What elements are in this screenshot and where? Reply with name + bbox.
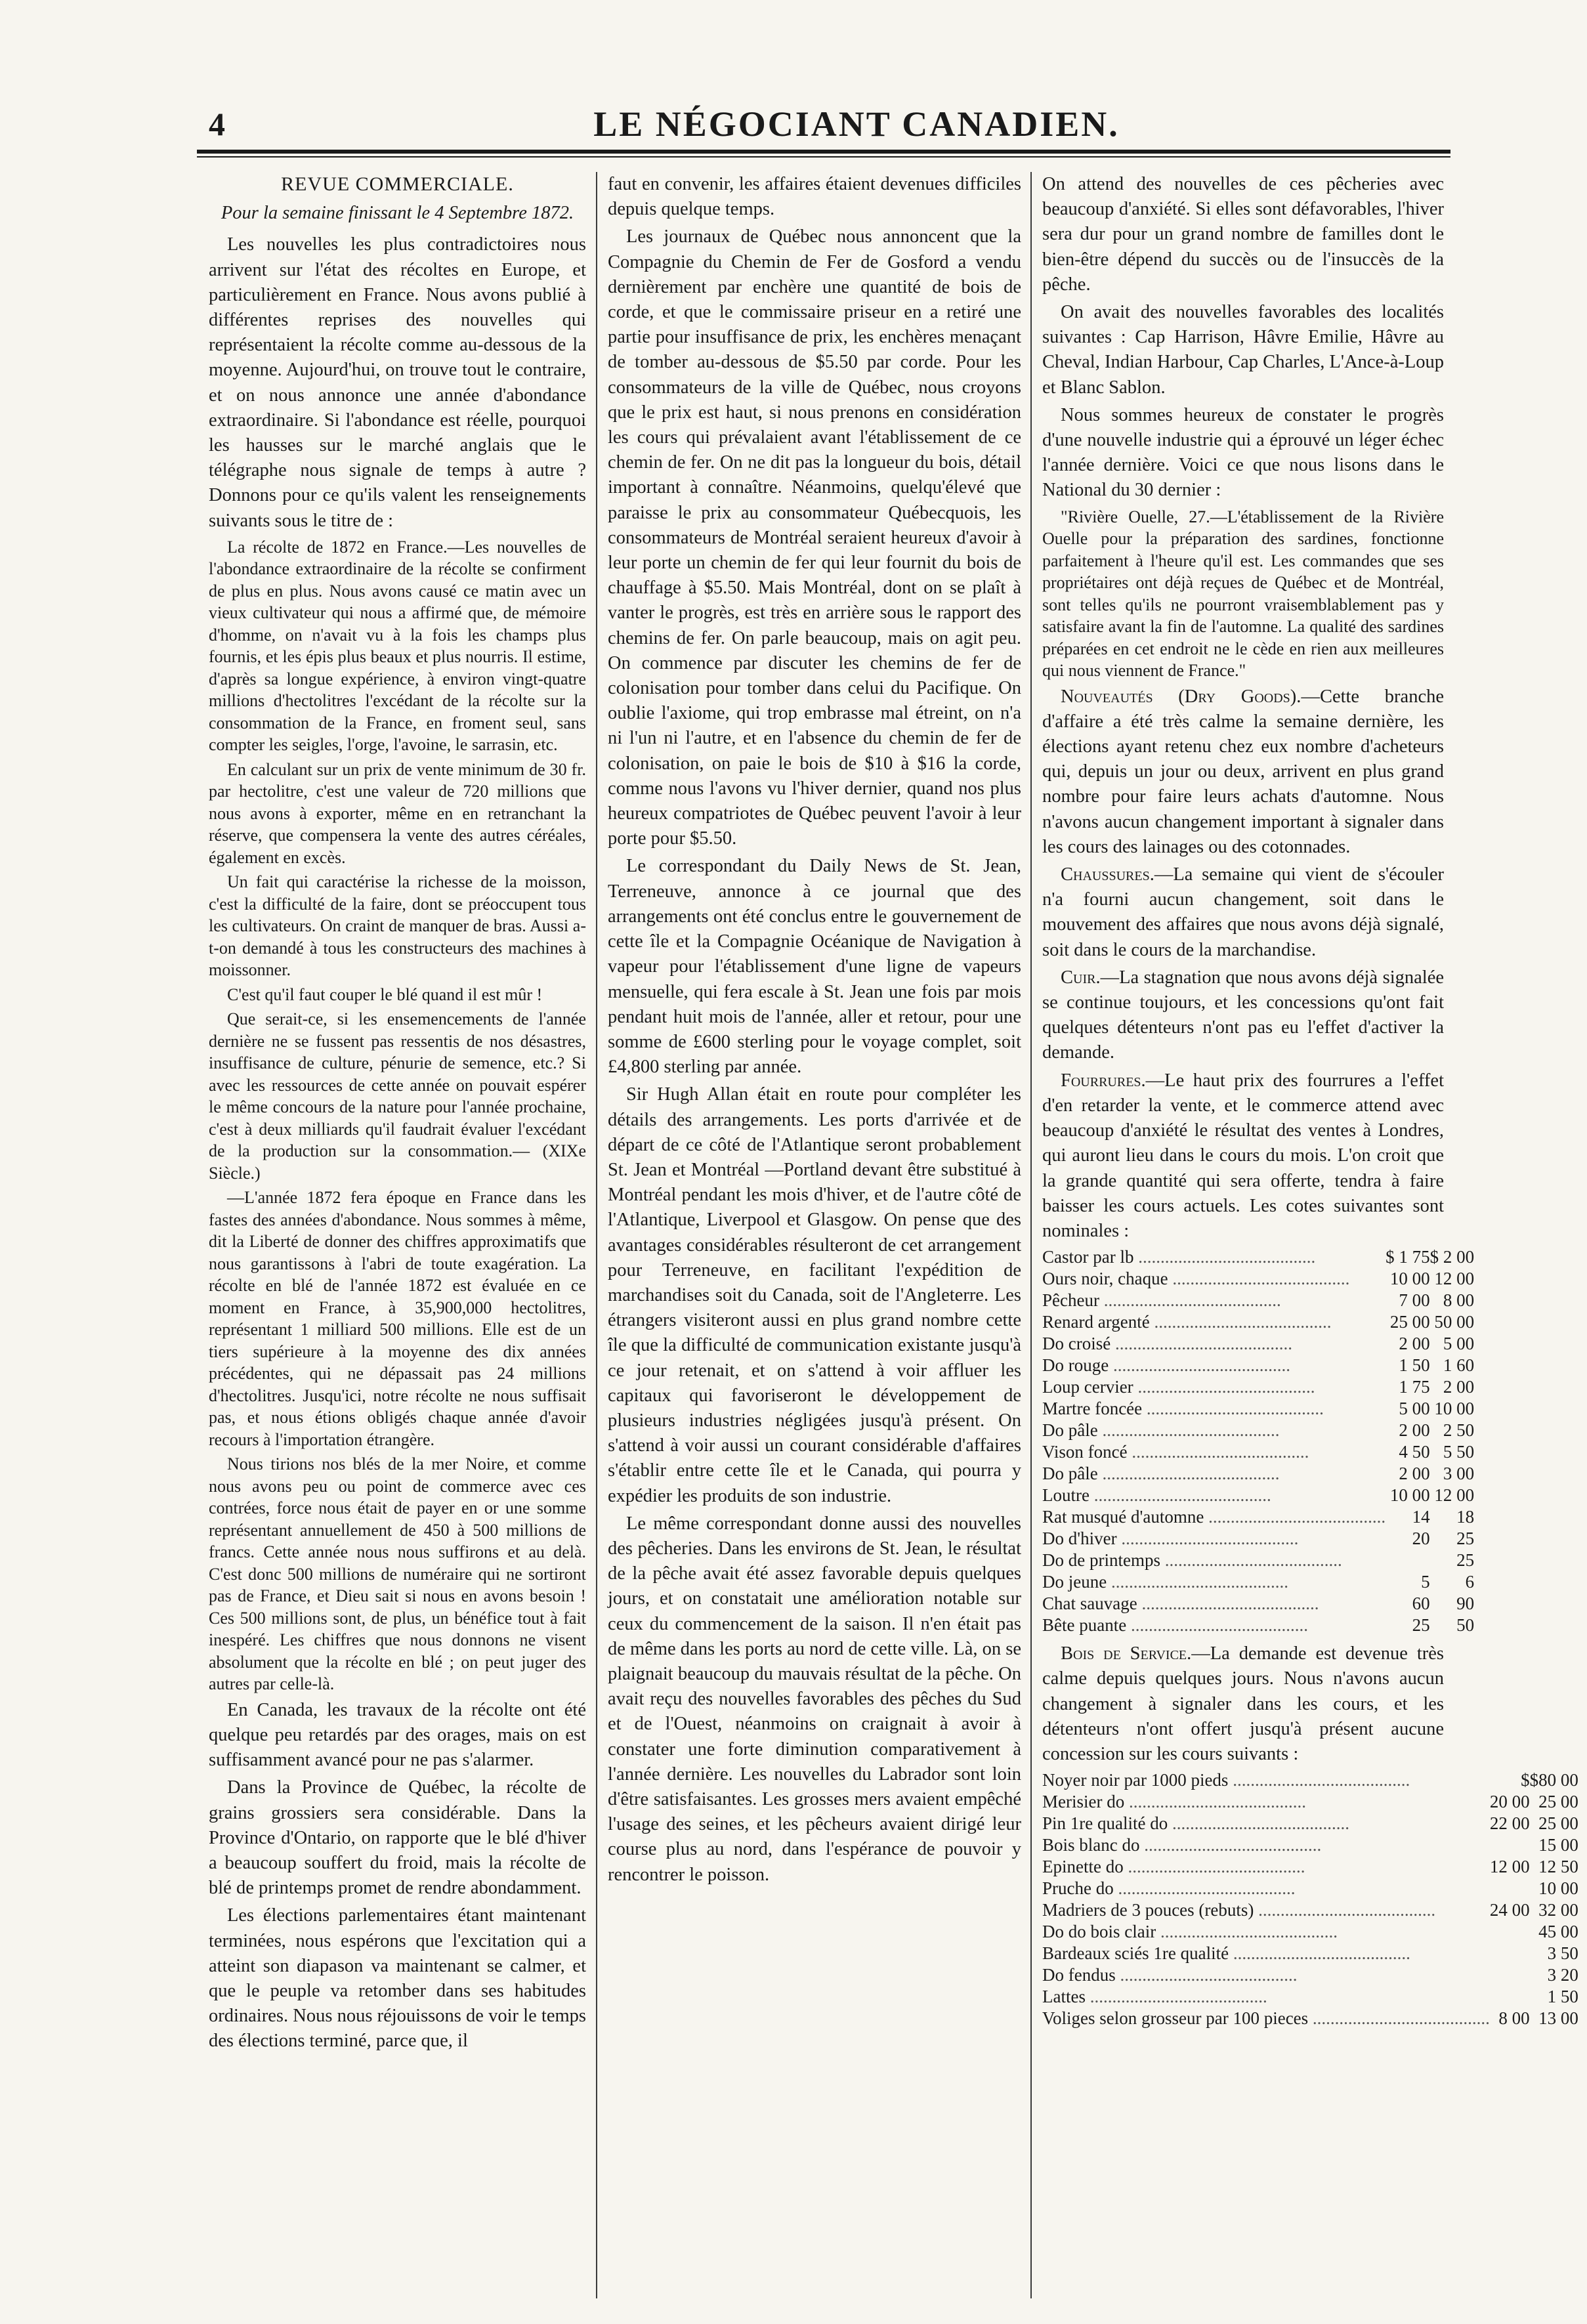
price-item <box>1042 1463 1386 1485</box>
price-item-label: Renard argenté <box>1042 1312 1150 1332</box>
price-high: 10 00 <box>1538 1878 1578 1899</box>
price-item <box>1042 1986 1490 2008</box>
price-low: 12 00 <box>1489 1857 1530 1877</box>
market-text: —Cette branche d'affaire a été très calme la semaine dernière, les élections ayant retenu chez eux nombre d'acheteurs qui, depuis un jour ou deux, arrivent en plus grand nombre pour faire leurs achats d'automne. Nous n'avons aucun changement important à signaler dans les cours des lainages ou des cotonnades. <box>1042 686 1444 857</box>
article-paragraph: On avait des nouvelles favorables des localités suivantes : Cap Harrison, Hâvre Emilie, Hâvre au Cheval, Indian Harbour, Cap Charles, L'Ance-à-Loup et Blanc Sablon. <box>1042 302 1444 398</box>
price-high: 12 00 <box>1434 1485 1475 1506</box>
price-row <box>1042 1398 1474 1420</box>
price-high: 5 50 <box>1443 1442 1475 1462</box>
header-rule-thick <box>197 150 1450 154</box>
page-number: 4 <box>209 106 225 142</box>
price-high: 45 00 <box>1538 1922 1578 1942</box>
price-item-label: Do de printemps <box>1042 1550 1160 1571</box>
price-row <box>1042 1290 1474 1311</box>
price-high: 3 20 <box>1547 1965 1578 1985</box>
article-paragraph: En calculant sur un prix de vente minimum de 30 fr. par hectolitre, c'est une valeur de 720 millions que nous avons à exporter, même en en retranchant la réserve, que compensera la vente des autres céréales, également en excès. <box>209 759 586 867</box>
price-row <box>1042 1856 1578 1878</box>
market-text: —Le haut prix des fourrures a l'effet d'en retarder la vente, et le commerce attend avec beaucoup d'anxiété le résultat des ventes à Londres, qui auront lieu dans le cours du mois. L'on croit que la grande quantité qui sera offerte, tendra à faire baisser les cours actuels. Les cotes suivantes sont nominales : <box>1042 1070 1444 1241</box>
newspaper-title: LE NÉGOCIANT CANADIEN. <box>593 104 1120 144</box>
market-report-leather <box>1042 965 1444 1066</box>
price-row <box>1042 1376 1474 1398</box>
timber-price-table <box>1042 1769 1578 2029</box>
article-paragraph: Sir Hugh Allan était en route pour compléter les détails des arrangements. Les ports d'arrivée et de départ de ce côté de l'Atlantique seront probablement St. Jean et Montréal —Portland devant être substitué à Montréal pendant les mois d'hiver, et de l'autre côté de l'Atlantique, Liverpool et Glasgow. On pense que des avantages considérables résulteront de cet arrangement pour Terreneuve, en facilitant l'expédition de marchandises soit du Canada, soit de l'Angleterre. Les étrangers visiteront aussi en plus grand nombre cette île que la difficulté de communication existante jusqu'à ce jour retenait, et on s'attend à voir affluer les capitaux qui favoriseront le développement de plusieurs industries négligées jusqu'à présent. On s'attend à voir aussi un courant considérable d'affaires s'établir entre cette île et le Canada, qui pourra y expédier les produits de son industrie. <box>608 1084 1021 1506</box>
dot-leader: ........................................ <box>1107 1572 1288 1592</box>
price-item <box>1042 1834 1490 1856</box>
price-high: 90 <box>1456 1594 1475 1614</box>
market-text: —La semaine qui vient de s'écouler n'a fourni aucun changement, soit dans le mouvement des affaires que nous avons déjà signalé, soit dans le cours de la marchandise. <box>1042 864 1444 960</box>
dot-leader: ........................................ <box>1109 1355 1290 1376</box>
price-low: 4 50 <box>1399 1442 1430 1462</box>
price-row <box>1042 1964 1578 1986</box>
price-high: $80 00 <box>1529 1770 1578 1790</box>
dot-leader: ........................................ <box>1113 1878 1296 1899</box>
price-row <box>1042 1420 1474 1441</box>
dot-leader: ........................................ <box>1254 1900 1436 1920</box>
price-low: 2 00 <box>1399 1334 1430 1354</box>
price-low <box>1490 1964 1530 1986</box>
quoted-article: "Rivière Ouelle, 27.—L'établissement de la Rivière Ouelle pour la préparation des sardines, fonctionne parfaitement à l'heure qu'il est. Les commandes que ses propriétaires ont déjà reçues de Québec et de Montréal, sont telles qu'ils ne pourront vraisemblablement pas y satisfaire avant la fin de l'automne. La qualité des sardines préparées en cet endroit ne le cède en rien aux meilleures qui nous viennent de France." <box>1042 507 1444 681</box>
market-report-furs <box>1042 1068 1444 1244</box>
price-low: 20 <box>1412 1529 1430 1549</box>
dot-leader: ........................................ <box>1308 2008 1490 2029</box>
price-low <box>1386 1550 1430 1571</box>
article-paragraph: En Canada, les travaux de la récolte ont été quelque peu retardés par des orages, mais on est suffisamment avancé pour ne pas s'alarmer. <box>209 1699 586 1771</box>
price-item-label: Do do bois clair <box>1042 1922 1156 1942</box>
price-row <box>1042 1311 1474 1333</box>
price-row <box>1042 1921 1578 1943</box>
price-low <box>1490 1834 1530 1856</box>
price-item <box>1042 1878 1490 1899</box>
price-high: 1 60 <box>1443 1355 1475 1376</box>
column-divider <box>1030 172 1032 2298</box>
price-high: 2 00 <box>1443 1377 1475 1397</box>
price-item <box>1042 1311 1386 1333</box>
price-high: 50 <box>1456 1615 1475 1636</box>
price-item-label: Loup cervier <box>1042 1377 1133 1397</box>
article-paragraph: Le correspondant du Daily News de St. Jean, Terreneuve, annonce à ce journal que des arrangements ont été conclus entre le gouvernement de cette île et la Compagnie Océanique de Navigation à vapeur pour l'établissement d'une ligne de vapeurs mensuelle, qui fera escale à St. Jean une fois par mois pendant huit mois de l'année, aller et retour, pour une somme de £600 sterling pour le voyage complet, soit £4,800 sterling par année. <box>608 856 1021 1078</box>
price-item-label: Pruche do <box>1042 1878 1114 1899</box>
article-paragraph: faut en convenir, les affaires étaient devenues difficiles depuis quelque temps. <box>608 174 1021 220</box>
price-item <box>1042 1441 1386 1463</box>
price-item-label: Do rouge <box>1042 1355 1109 1376</box>
article-paragraph: Le même correspondant donne aussi des nouvelles des pêcheries. Dans les environs de St. Jean, le résultat de la pêche avait été assez favorable depuis quelques jours, et on constatait une amélioration notable sur ceux du commencement de la saison. Il n'en était pas de même dans les ports au nord de cette ville. Là, on se plaignait beaucoup du mauvais résultat de la pêche. On avait reçu des nouvelles favorables des pêches du Sud et de l'Ouest, néanmoins on craignait à avoir à constater une forte diminution comparativement à l'année dernière. Les nouvelles du Labrador sont loin d'être satisfaisantes. Les grosses mers avaient empêché l'usage des seines, et les pêcheurs avaient dirigé leur course plus au nord, dans l'espérance de pouvoir y rencontrer le poisson. <box>608 1513 1021 1885</box>
market-report-dry-goods <box>1042 685 1444 860</box>
article-paragraph: —L'année 1872 fera époque en France dans les fastes des années d'abondance. Nous sommes à même, dit la Liberté de donner des chiffres approximatifs que nous garantissons à l'abri de toute exagération. La récolte en blé de l'année 1872 est évaluée en ce moment en France, à 35,900,000 hectolitres, représentant 1 milliard 500 millions. Elle est de un tiers supérieure à la moyenne des dix années précédentes, qui ne dépassait pas 24 millions d'hectolitres. Jusqu'ici, notre récolte ne nous suffisait pas, et nous étions obligés chaque année d'avoir recours à l'importation étrangère. <box>209 1188 586 1449</box>
price-item <box>1042 1813 1490 1834</box>
price-item-label: Do jeune <box>1042 1572 1107 1592</box>
column-divider <box>596 172 597 2298</box>
market-heading: Chaussures. <box>1061 864 1154 885</box>
price-high: 25 <box>1456 1529 1475 1549</box>
price-item-label: Bête puante <box>1042 1615 1127 1636</box>
price-row <box>1042 1268 1474 1290</box>
price-row <box>1042 1333 1474 1355</box>
price-item-label: Do pâle <box>1042 1464 1098 1484</box>
dot-leader: ........................................ <box>1089 1485 1271 1506</box>
price-item <box>1042 1769 1490 1791</box>
price-row <box>1042 1834 1578 1856</box>
price-item <box>1042 1593 1386 1615</box>
price-item <box>1042 1899 1490 1921</box>
price-low: 60 <box>1412 1594 1430 1614</box>
dot-leader: ........................................ <box>1097 1464 1280 1484</box>
price-item-label: Chat sauvage <box>1042 1594 1137 1614</box>
price-item <box>1042 1398 1386 1420</box>
dot-leader: ........................................ <box>1137 1594 1319 1614</box>
price-low: $ <box>1521 1770 1530 1790</box>
column-2 <box>608 172 1021 2285</box>
price-item-label: Do fendus <box>1042 1965 1116 1985</box>
market-text: —La demande est devenue très calme depuis quelques jours. Nous n'avons aucun changement à signaler dans les cours, et les détenteurs n'ont offert jusqu'à présent aucune concession sur les cours suivants : <box>1042 1643 1444 1764</box>
market-report-shoes <box>1042 862 1444 963</box>
dot-leader: ........................................ <box>1149 1312 1332 1332</box>
article-paragraph: Les nouvelles les plus contradictoires nous arrivent sur l'état des récoltes en Europe, et particulièrement en France. Nous avons publié à différentes reprises des nouvelles qui représentaient la récolte comme au-dessous de la moyenne. Aujourd'hui, on trouve tout le contraire, et on nous annonce une année d'abondance extraordinaire. Si l'abondance est réelle, pourquoi les hausses sur le marché anglais que le télégraphe nous signale de temps à autre ? Donnons pour ce qu'ils valent les renseignements suivants sous le titre de : <box>209 234 586 531</box>
price-row <box>1042 1485 1474 1506</box>
price-high: 3 50 <box>1547 1943 1578 1964</box>
price-item <box>1042 1943 1490 1964</box>
dot-leader: ........................................ <box>1115 1965 1298 1985</box>
price-item <box>1042 1355 1386 1376</box>
price-row <box>1042 1355 1474 1376</box>
price-row <box>1042 1769 1578 1791</box>
article-paragraph: La récolte de 1872 en France.—Les nouvelles de l'abondance extraordinaire de la récolte se confirment de plus en plus. Nous avons causé ce matin avec un vieux cultivateur qui nous a affirmé que, de mémoire d'homme, on n'avait vu à la fois les champs plus fournis, et les épis plus beaux et plus nourris. Il estime, d'après sa longue expérience, à environ vingt-quatre millions d'hectolitres l'excédant de la récolte sur la consommation de la France, en froment seul, sans compter les seigles, l'orge, l'avoine, le sarrasin, etc. <box>209 537 586 755</box>
article-paragraph: Que serait-ce, si les ensemencements de l'année dernière ne se fussent pas ressentis de nos désastres, insuffisance de culture, pénurie de semence, etc.? Si avec les ressources de cette année on pouvait espérer le même concours de la nature pour l'année prochaine, c'est à deux milliards qu'il faudrait évaluer l'excédant de la production sur la consommation.— (XIXe Siècle.) <box>209 1009 586 1183</box>
price-row <box>1042 1593 1474 1615</box>
dot-leader: ........................................ <box>1133 1377 1315 1397</box>
column-1 <box>209 172 586 2285</box>
price-high: 50 00 <box>1434 1312 1475 1332</box>
price-item <box>1042 1268 1386 1290</box>
price-high: 15 00 <box>1538 1835 1578 1855</box>
price-low: $ 1 75 <box>1386 1247 1430 1267</box>
market-report-timber <box>1042 1641 1444 1767</box>
price-row <box>1042 1615 1474 1636</box>
price-low: 5 <box>1421 1572 1430 1592</box>
price-row <box>1042 1813 1578 1834</box>
price-item <box>1042 1528 1386 1550</box>
price-item-label: Do pâle <box>1042 1420 1098 1441</box>
price-row <box>1042 1899 1578 1921</box>
dot-leader: ........................................ <box>1142 1399 1324 1419</box>
price-item-label: Loutre <box>1042 1485 1090 1506</box>
price-high: 13 00 <box>1538 2008 1578 2029</box>
market-heading: Fourrures. <box>1061 1070 1146 1091</box>
price-item <box>1042 1791 1490 1813</box>
dot-leader: ........................................ <box>1124 1792 1306 1812</box>
price-item-label: Pin 1re qualité do <box>1042 1813 1168 1834</box>
price-high: 12 50 <box>1538 1857 1578 1877</box>
price-row <box>1042 1463 1474 1485</box>
price-low: 1 75 <box>1399 1377 1430 1397</box>
dot-leader: ........................................ <box>1228 1770 1410 1790</box>
price-high: 18 <box>1456 1507 1475 1527</box>
article-paragraph: Les élections parlementaires étant maintenant terminées, nous espérons que l'excitation qui a atteint son diapason va maintenant se calmer, et que le peuple va retomber dans ses habitudes ordinaires. Nous nous réjouissons de voir le temps des élections terminé, parce que, il <box>209 1905 586 2052</box>
section-subheading: Pour la semaine finissant le 4 Septembre 1872. <box>221 203 574 224</box>
dot-leader: ........................................ <box>1123 1857 1305 1877</box>
price-low: 1 50 <box>1399 1355 1430 1376</box>
dot-leader: ........................................ <box>1168 1813 1349 1834</box>
dot-leader: ........................................ <box>1160 1550 1342 1571</box>
article-paragraph: Un fait qui caractérise la richesse de la moisson, c'est la difficulté de la faire, dont se préoccupent tous les cultivateurs. On craint de manquer de bras. Aussi a-t-on demandé à tous les constructeurs des machines à moissonner. <box>209 872 586 980</box>
price-item <box>1042 1290 1386 1311</box>
price-item <box>1042 1506 1386 1528</box>
dot-leader: ........................................ <box>1156 1922 1338 1942</box>
price-high: 12 00 <box>1434 1269 1475 1289</box>
section-heading: REVUE COMMERCIALE. <box>281 173 514 195</box>
price-item-label: Pêcheur <box>1042 1290 1099 1311</box>
price-low: 14 <box>1412 1507 1430 1527</box>
price-low: 10 00 <box>1389 1485 1430 1506</box>
price-high: 25 00 <box>1538 1792 1578 1812</box>
dot-leader: ........................................ <box>1111 1334 1292 1354</box>
price-row <box>1042 1943 1578 1964</box>
price-item-label: Do croisé <box>1042 1334 1111 1354</box>
price-low: 10 00 <box>1389 1269 1430 1289</box>
price-low: 25 <box>1412 1615 1430 1636</box>
price-high: 6 <box>1465 1572 1475 1592</box>
price-row <box>1042 2008 1578 2029</box>
price-item-label: Lattes <box>1042 1987 1086 2007</box>
price-high: 2 50 <box>1443 1420 1475 1441</box>
price-row <box>1042 1878 1578 1899</box>
price-low <box>1490 1878 1530 1899</box>
price-item-label: Madriers de 3 pouces (rebuts) <box>1042 1900 1254 1920</box>
dot-leader: ........................................ <box>1085 1987 1267 2007</box>
article-paragraph: Les journaux de Québec nous annoncent que la Compagnie du Chemin de Fer de Gosford a vendu dernièrement par enchère une quantité de bois de corde, et que le commissaire priseur en a retiré une partie pour insuffisance de prix, les enchères menaçant de tomber au-dessous de $5.50 par corde. Pour les consommateurs de la ville de Québec, nous croyons que le prix est haut, si nous prenons en considération les cours qui prévalaient avant l'établissement de ce chemin de fer. On ne dit pas la longueur du bois, détail important à connaître. Néanmoins, quelqu'élevé que paraisse le prix au consommateur Québecquois, les consommateurs de Montréal seraient heureux d'avoir à leur porte un chemin de fer qui leur fournit du bois de chauffage à $5.50. Mais Montréal, dont on se plaît à vanter le progrès, est très en arrière sous le rapport des chemins de fer. On parle beaucoup, mais on agit peu. On commence par discuter les chemins de fer de colonisation pour tomber dans celui du Pacifique. On oublie l'axiome, qui trop embrasse mal étreint, on n'a ni l'un ni l'autre, et en l'absence du chemin de fer de colonisation, on paie le bois de $10 à $16 la corde, comme nous l'avons vu l'hiver dernier, quand nos plus heureux compatriotes de Québec peuvent l'avoir à leur porte pour $5.50. <box>608 226 1021 849</box>
price-item <box>1042 1420 1386 1441</box>
price-item-label: Voliges selon grosseur par 100 pieces <box>1042 2008 1309 2029</box>
price-low: 5 00 <box>1399 1399 1430 1419</box>
price-high: 3 00 <box>1443 1464 1475 1484</box>
market-heading: Cuir. <box>1061 967 1101 988</box>
price-high: 1 50 <box>1547 1987 1578 2007</box>
price-item <box>1042 1964 1490 1986</box>
price-item-label: Bardeaux sciés 1re qualité <box>1042 1943 1229 1964</box>
price-high: $ 2 00 <box>1429 1247 1475 1267</box>
dot-leader: ........................................ <box>1229 1943 1410 1964</box>
price-item <box>1042 1856 1490 1878</box>
dot-leader: ........................................ <box>1126 1615 1308 1636</box>
price-high: 8 00 <box>1443 1290 1475 1311</box>
article-paragraph: Nous sommes heureux de constater le progrès d'une nouvelle industrie qui a éprouvé un léger échec l'année dernière. Voici ce que nous lisons dans le National du 30 dernier : <box>1042 404 1444 501</box>
price-low: 25 00 <box>1389 1312 1430 1332</box>
article-paragraph: C'est qu'il faut couper le blé quand il est mûr ! <box>227 984 543 1004</box>
market-text: —La stagnation que nous avons déjà signalée se continue toujours, et les concessions qu'ont fait quelques détenteurs n'ont pas eu l'effet d'activer la demande. <box>1042 967 1444 1063</box>
price-item <box>1042 1615 1386 1636</box>
dot-leader: ........................................ <box>1168 1269 1350 1289</box>
price-low: 22 00 <box>1489 1813 1530 1834</box>
header-rule-thin <box>197 156 1450 158</box>
price-item <box>1042 1376 1386 1398</box>
price-low <box>1490 1943 1530 1964</box>
price-high: 25 00 <box>1538 1813 1578 1834</box>
price-row <box>1042 1550 1474 1571</box>
price-item-label: Epinette do <box>1042 1857 1124 1877</box>
price-item <box>1042 1550 1386 1571</box>
dot-leader: ........................................ <box>1116 1529 1299 1549</box>
price-item <box>1042 1246 1386 1268</box>
price-item <box>1042 1333 1386 1355</box>
price-item-label: Merisier do <box>1042 1792 1125 1812</box>
price-item <box>1042 1485 1386 1506</box>
article-paragraph: Dans la Province de Québec, la récolte de grains grossiers sera considérable. Dans la Province d'Ontario, on rapporte que le blé d'hiver a beaucoup souffert du froid, mais la récolte de blé de printemps promet de rendre abondamment. <box>209 1777 586 1899</box>
price-high: 25 <box>1456 1550 1475 1571</box>
column-3 <box>1042 172 1578 2285</box>
price-item <box>1042 1921 1490 1943</box>
price-low <box>1490 1986 1530 2008</box>
price-high: 32 00 <box>1538 1900 1578 1920</box>
price-high: 5 00 <box>1443 1334 1475 1354</box>
price-low: 7 00 <box>1399 1290 1430 1311</box>
price-low: 20 00 <box>1489 1792 1530 1812</box>
price-low: 2 00 <box>1399 1420 1430 1441</box>
market-heading: Nouveautés (Dry Goods). <box>1061 686 1301 707</box>
price-item-label: Ours noir, chaque <box>1042 1269 1168 1289</box>
price-row <box>1042 1986 1578 2008</box>
price-row <box>1042 1528 1474 1550</box>
price-item <box>1042 1571 1386 1593</box>
article-paragraph: On attend des nouvelles de ces pêcheries avec beaucoup d'anxiété. Si elles sont défavorables, l'hiver sera dur pour un grand nombre de familles dont le bien-être dépend du succès ou de l'insuccès de la pêche. <box>1042 174 1444 295</box>
price-item-label: Do d'hiver <box>1042 1529 1117 1549</box>
price-row <box>1042 1246 1474 1268</box>
price-row <box>1042 1441 1474 1463</box>
price-item-label: Noyer noir par 1000 pieds <box>1042 1770 1229 1790</box>
article-paragraph: Nous tirions nos blés de la mer Noire, et comme nous avons peu ou point de commerce avec ces contrées, force nous était de payer en or une somme représentant annuellement de 450 à 500 millions de francs. Cette année nous nous suffirons et au delà. C'est donc 500 millions de numéraire qui ne sortiront pas de France, et Dieu sait si nous en avons besoin ! Ces 500 millions sont, de plus, un bénéfice tout à fait inespéré. Les chiffres que nous donnons ne visent absolument que la récolte en blé ; on peut juger des autres par celle-là. <box>209 1454 586 1694</box>
price-row <box>1042 1791 1578 1813</box>
price-item-label: Bois blanc do <box>1042 1835 1140 1855</box>
dot-leader: ........................................ <box>1099 1290 1281 1311</box>
dot-leader: ........................................ <box>1204 1507 1386 1527</box>
price-item <box>1042 2008 1490 2029</box>
dot-leader: ........................................ <box>1097 1420 1280 1441</box>
price-item-label: Martre foncée <box>1042 1399 1143 1419</box>
price-item-label: Rat musqué d'automne <box>1042 1507 1204 1527</box>
price-low: 24 00 <box>1489 1900 1530 1920</box>
fur-price-table <box>1042 1246 1474 1636</box>
price-row <box>1042 1506 1474 1528</box>
price-high: 10 00 <box>1434 1399 1475 1419</box>
price-item-label: Castor par lb <box>1042 1247 1134 1267</box>
price-row <box>1042 1571 1474 1593</box>
price-low: 8 00 <box>1498 2008 1530 2029</box>
dot-leader: ........................................ <box>1133 1247 1316 1267</box>
dot-leader: ........................................ <box>1127 1442 1309 1462</box>
price-low: 2 00 <box>1399 1464 1430 1484</box>
price-item-label: Vison foncé <box>1042 1442 1128 1462</box>
dot-leader: ........................................ <box>1139 1835 1322 1855</box>
price-low <box>1490 1921 1530 1943</box>
market-heading: Bois de Service. <box>1061 1643 1192 1664</box>
